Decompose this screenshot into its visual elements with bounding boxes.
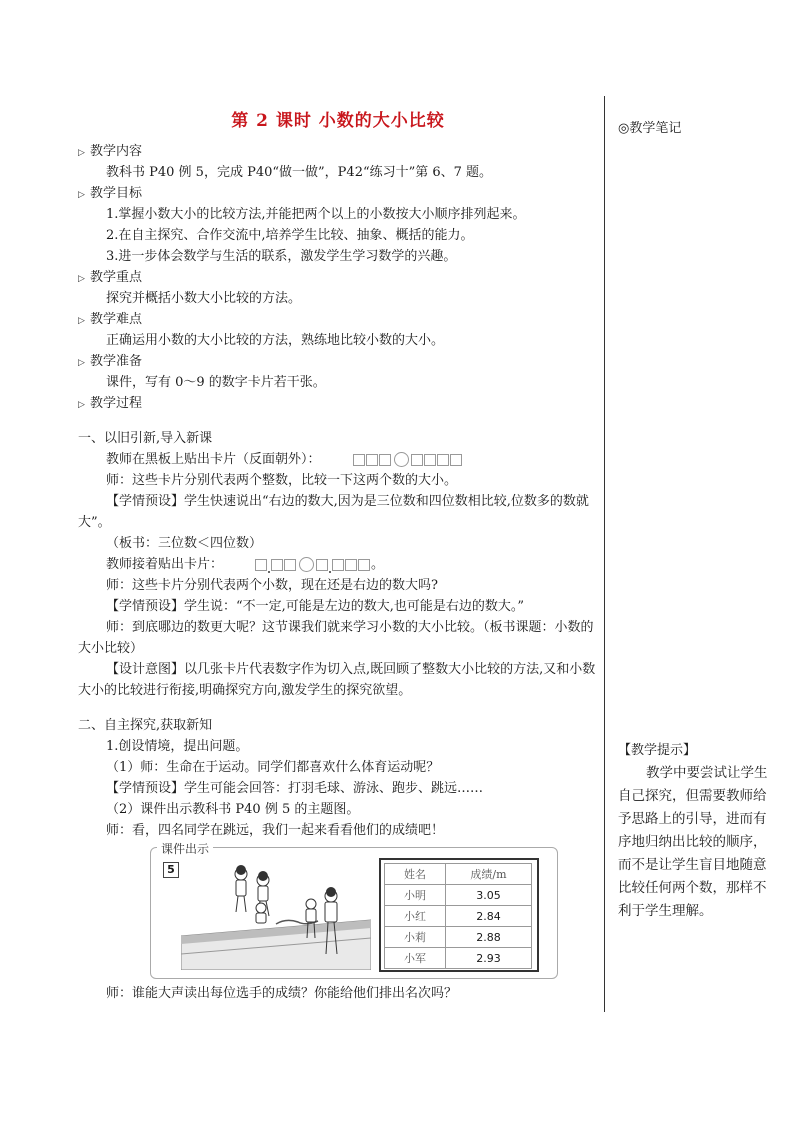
- part1-line: 师：这些卡片分别代表两个整数，比较一下这两个数的大小。: [106, 473, 458, 488]
- score-table: [384, 863, 532, 969]
- long-jump-illustration: [181, 858, 371, 970]
- part1-heading: 一、以旧引新,导入新课: [78, 431, 213, 446]
- difficult-text: 正确运用小数的大小比较的方法，熟练地比较小数的大小。: [106, 333, 445, 348]
- part2-line: 1.创设情境，提出问题。: [106, 739, 249, 754]
- teaching-notes-label: ◎教学笔记: [618, 121, 682, 136]
- part2-line: 【学情预设】学生可能会回答：打羽毛球、游泳、跑步、跳远……: [106, 781, 484, 796]
- score-table-frame: [379, 858, 539, 972]
- triangle-icon: ▷: [78, 148, 85, 158]
- table-row: [385, 948, 532, 969]
- content-text: 教科书 P40 例 5，完成 P40“做一做”，P42“练习十”第 6、7 题。: [106, 165, 493, 180]
- triangle-icon: ▷: [78, 400, 85, 410]
- number-cards-icon: [325, 449, 463, 470]
- decimal-cards-icon: [227, 554, 371, 575]
- part2-line: （1）师：生命在于运动。同学们都喜欢什么体育运动呢？: [106, 760, 440, 775]
- section-prep: ▷ 教学准备: [78, 351, 598, 372]
- score-value: 2.93: [446, 948, 532, 969]
- hint-body: 教学中要尝试让学生自己探究，但需要教师给予思路上的引导，进而有序地归纳出比较的顺序，而不是让学生盲目地随意比较任何两个数，那样不利于学生理解。: [618, 765, 768, 919]
- prep-text: 课件，写有 0～9 的数字卡片若干张。: [106, 375, 326, 390]
- score-value: 2.88: [446, 927, 532, 948]
- page-title: 第 2 课时 小数的大小比较: [231, 111, 445, 131]
- part1-line: （板书：三位数＜四位数）: [106, 536, 263, 551]
- goal-item: 1.掌握小数大小的比较方法,并能把两个以上的小数按大小顺序排列起来。: [106, 207, 526, 222]
- column-header: 姓名: [385, 864, 446, 885]
- section-content: ▷ 教学内容: [78, 141, 598, 162]
- part1-line: 教师在黑板上贴出卡片（反面朝外）：: [78, 449, 598, 470]
- triangle-icon: ▷: [78, 274, 85, 284]
- triangle-icon: ▷: [78, 358, 85, 368]
- part1-line: 师：这些卡片分别代表两个小数，现在还是右边的数大吗?: [106, 578, 438, 593]
- example-figure: [150, 842, 558, 979]
- part2-line: （2）课件出示教科书 P40 例 5 的主题图。: [106, 802, 360, 817]
- column-header: 成绩/m: [446, 864, 532, 885]
- key-text: 探究并概括小数大小比较的方法。: [106, 291, 302, 306]
- student-name: 小军: [385, 948, 446, 969]
- section-process: ▷ 教学过程: [78, 393, 598, 414]
- part1-line: 【学情预设】学生快速说出“右边的数大,因为是三位数和四位数相比较,位数多的数就大”。: [78, 494, 589, 530]
- part2-heading: 二、自主探究,获取新知: [78, 718, 213, 733]
- table-row: [385, 885, 532, 906]
- main-column: [78, 96, 598, 1004]
- figure-tab: 课件出示: [157, 840, 213, 857]
- table-row: [385, 927, 532, 948]
- triangle-icon: ▷: [78, 190, 85, 200]
- section-difficult: ▷ 教学难点: [78, 309, 598, 330]
- table-header-row: [385, 864, 532, 885]
- teaching-hint: [618, 740, 768, 923]
- student-name: 小红: [385, 906, 446, 927]
- part1-line: 【学情预设】学生说：“不一定,可能是左边的数大,也可能是右边的数大。”: [106, 599, 525, 614]
- part1-line: 【设计意图】以几张卡片代表数字作为切入点,既回顾了整数大小比较的方法,又和小数大小的比较进行衔接,明确探究方向,激发学生的探究欲望。: [78, 662, 596, 698]
- goal-item: 3.进一步体会数学与生活的联系，激发学生学习数学的兴趣。: [106, 249, 457, 264]
- score-value: 2.84: [446, 906, 532, 927]
- hint-heading: 【教学提示】: [618, 743, 697, 758]
- section-goals: ▷ 教学目标: [78, 183, 598, 204]
- triangle-icon: ▷: [78, 316, 85, 326]
- table-row: [385, 906, 532, 927]
- part2-line: 师：看，四名同学在跳远，我们一起来看看他们的成绩吧！: [106, 823, 445, 838]
- student-name: 小明: [385, 885, 446, 906]
- part2-line: 师：谁能大声读出每位选手的成绩？你能给他们排出名次吗？: [106, 986, 458, 1001]
- part1-line: 师：到底哪边的数更大呢？这节课我们就来学习小数的大小比较。（板书课题：小数的大小比较）: [78, 620, 594, 656]
- student-name: 小莉: [385, 927, 446, 948]
- part1-line: 教师接着贴出卡片： 。: [78, 554, 598, 575]
- score-value: 3.05: [446, 885, 532, 906]
- column-divider: [604, 96, 605, 1012]
- example-number: 5: [163, 862, 179, 878]
- section-key: ▷ 教学重点: [78, 267, 598, 288]
- goal-item: 2.在自主探究、合作交流中,培养学生比较、抽象、概括的能力。: [106, 228, 474, 243]
